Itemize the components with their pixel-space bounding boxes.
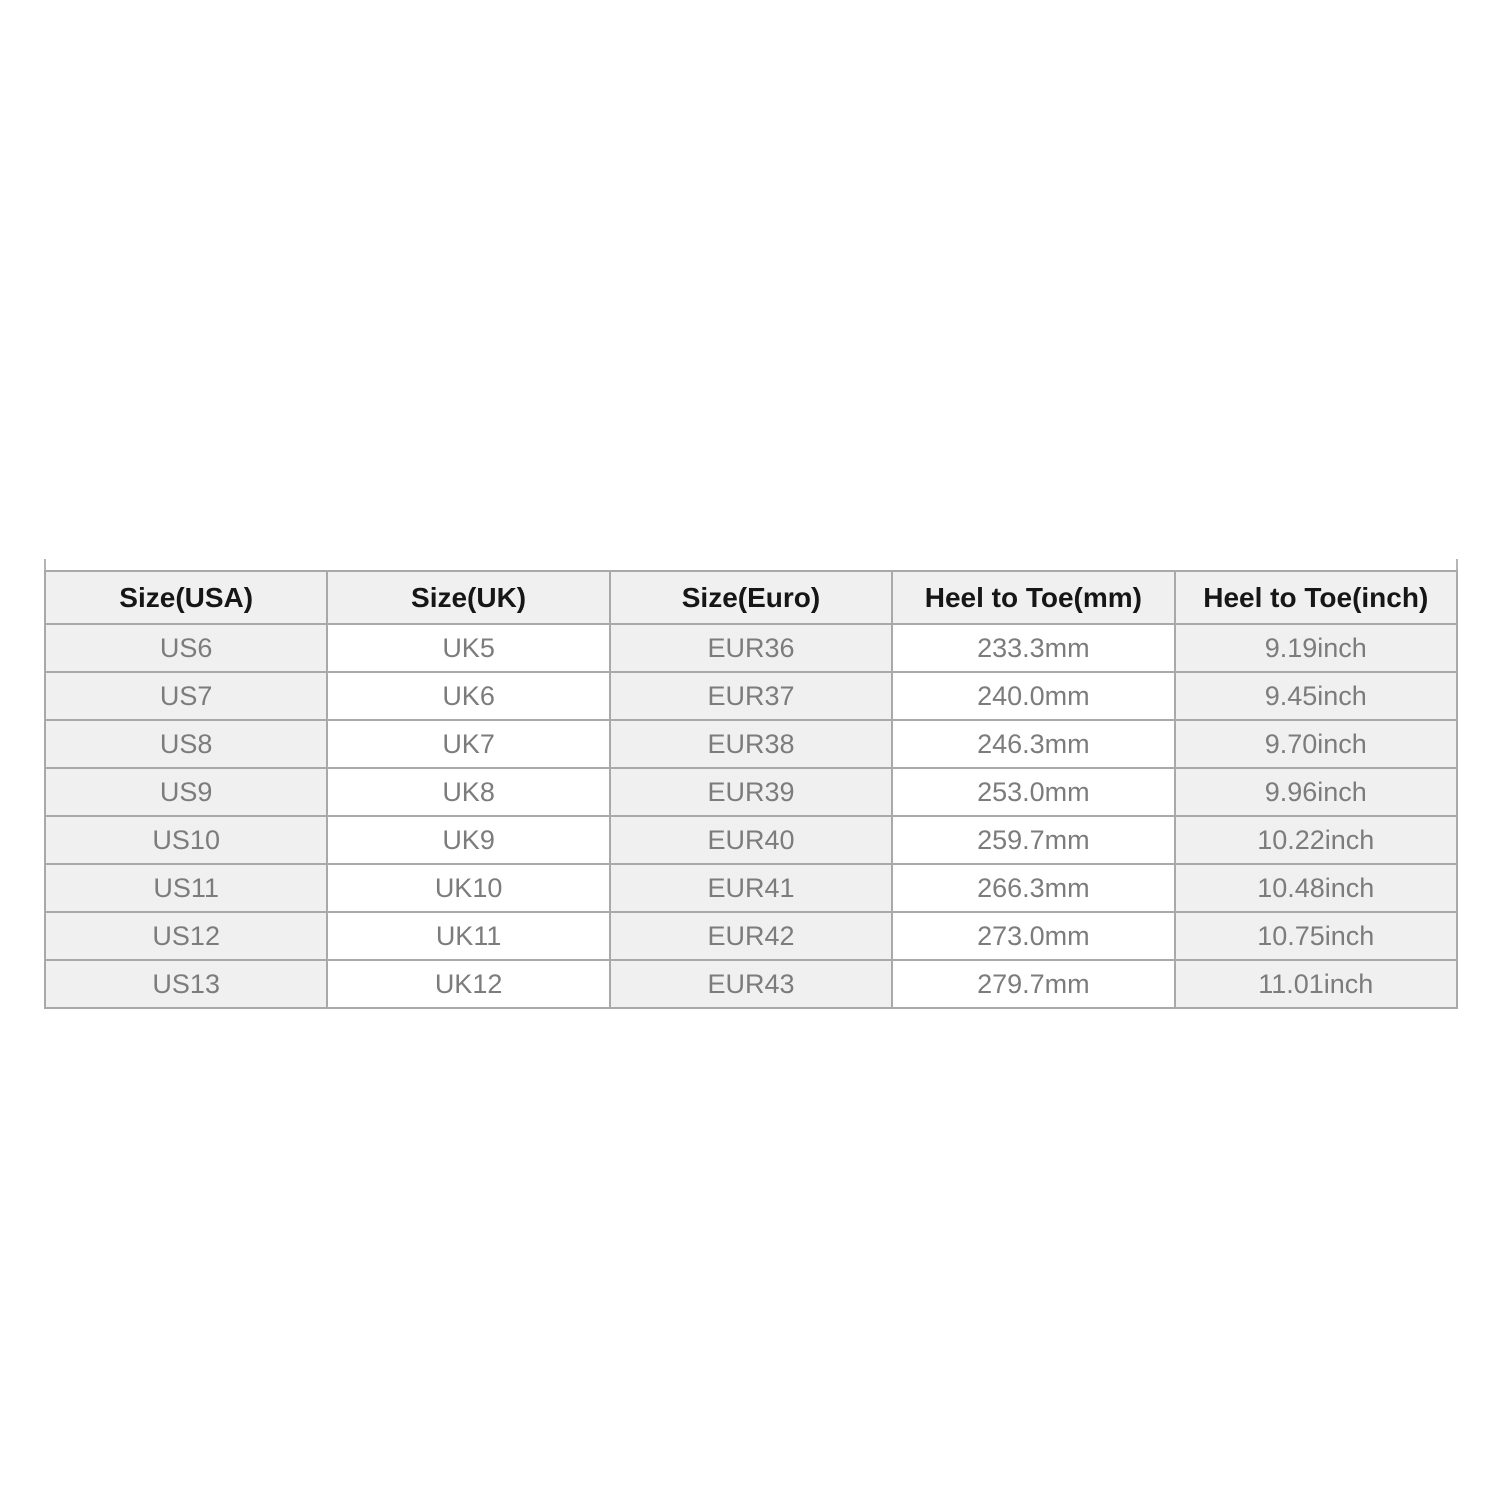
table-cell: 266.3mm <box>892 864 1174 912</box>
table-cell: EUR41 <box>610 864 892 912</box>
table-cell: 10.22inch <box>1175 816 1457 864</box>
column-header-size-usa: Size(USA) <box>45 571 327 624</box>
table-row <box>45 768 1457 816</box>
table-cell: UK5 <box>327 624 609 672</box>
table-cell: EUR40 <box>610 816 892 864</box>
table-row <box>45 624 1457 672</box>
table-cell: US13 <box>45 960 327 1008</box>
table-cell: EUR36 <box>610 624 892 672</box>
table-cell: 240.0mm <box>892 672 1174 720</box>
table-cell: 9.45inch <box>1175 672 1457 720</box>
table-cell: US9 <box>45 768 327 816</box>
table-cell: 9.96inch <box>1175 768 1457 816</box>
table-cell: 10.48inch <box>1175 864 1457 912</box>
table-row <box>45 720 1457 768</box>
column-header-heel-to-toe-mm: Heel to Toe(mm) <box>892 571 1174 624</box>
table-cell: 246.3mm <box>892 720 1174 768</box>
table-body <box>45 624 1457 1008</box>
table-header <box>45 571 1457 624</box>
table-cell: UK9 <box>327 816 609 864</box>
table-row <box>45 672 1457 720</box>
column-header-size-uk: Size(UK) <box>327 571 609 624</box>
table-cell: EUR39 <box>610 768 892 816</box>
table-cell: UK7 <box>327 720 609 768</box>
table-cell: 279.7mm <box>892 960 1174 1008</box>
table-cell: EUR42 <box>610 912 892 960</box>
table-cell: 233.3mm <box>892 624 1174 672</box>
column-header-size-euro: Size(Euro) <box>610 571 892 624</box>
table-cell: US12 <box>45 912 327 960</box>
table-cell: UK8 <box>327 768 609 816</box>
table-cell: US8 <box>45 720 327 768</box>
table-cell: EUR38 <box>610 720 892 768</box>
column-header-heel-to-toe-inch: Heel to Toe(inch) <box>1175 571 1457 624</box>
table-cell: 253.0mm <box>892 768 1174 816</box>
table-cell: EUR37 <box>610 672 892 720</box>
table-cell: US11 <box>45 864 327 912</box>
table-cell: US10 <box>45 816 327 864</box>
table-top-right-border-tick <box>1456 559 1458 570</box>
table-cell: UK11 <box>327 912 609 960</box>
table-cell: UK6 <box>327 672 609 720</box>
table-top-left-border-tick <box>44 559 46 570</box>
table-row <box>45 960 1457 1008</box>
table-cell: US6 <box>45 624 327 672</box>
table-row <box>45 864 1457 912</box>
table-cell: UK10 <box>327 864 609 912</box>
table-row <box>45 816 1457 864</box>
table-cell: US7 <box>45 672 327 720</box>
table-cell: UK12 <box>327 960 609 1008</box>
table-cell: 9.70inch <box>1175 720 1457 768</box>
table-cell: 273.0mm <box>892 912 1174 960</box>
size-conversion-table <box>44 570 1458 1009</box>
table-cell: EUR43 <box>610 960 892 1008</box>
table-header-row <box>45 571 1457 624</box>
table-cell: 259.7mm <box>892 816 1174 864</box>
table-cell: 11.01inch <box>1175 960 1457 1008</box>
table-row <box>45 912 1457 960</box>
size-conversion-table-container <box>44 570 1458 1009</box>
table-cell: 10.75inch <box>1175 912 1457 960</box>
table-cell: 9.19inch <box>1175 624 1457 672</box>
